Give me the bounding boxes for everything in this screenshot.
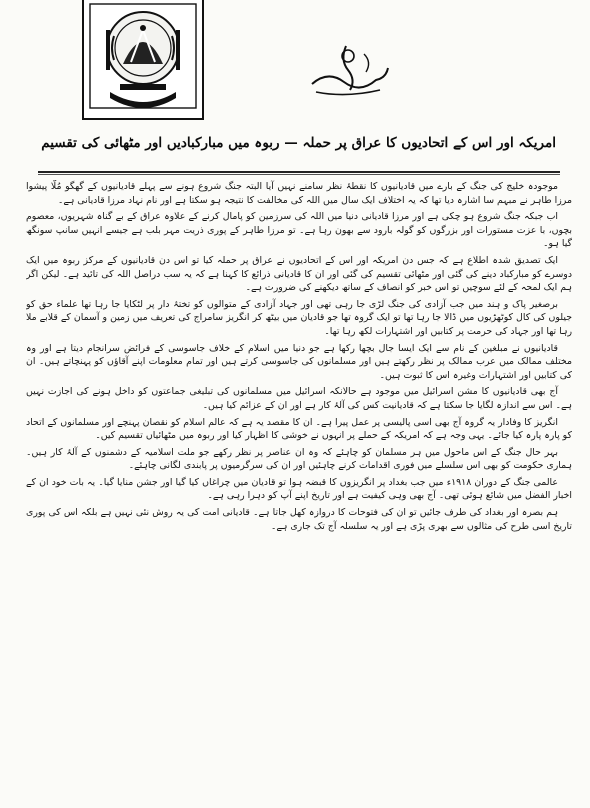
article-paragraph: عالمی جنگ کے دوران ۱۹۱۸ء میں جب بغداد پر انگریزوں کا قبضہ ہوا تو قادیان میں چراغاں کیا گیا اور جشن منایا گیا۔ یہ بات خود ان کے اخبار الفضل میں شائع ہوئی تھی۔ آج بھی وہی کیفیت ہے اور تاریخ اپنے آپ کو دہرا رہی ہے۔ bbox=[26, 476, 572, 502]
headline: امریکہ اور اس کے اتحادیوں کا عراق پر حملہ — ربوہ میں مبارکبادیں اور مٹھائی کی تقسیم bbox=[41, 135, 556, 151]
headline-box bbox=[40, 120, 556, 172]
emblem-seal-icon bbox=[84, 0, 202, 118]
article-paragraph: برصغیر پاک و ہند میں جب آزادی کی جنگ لڑی جا رہی تھی اور جہاد آزادی کے متوالوں کو تختۂ دار پر لٹکایا جا رہا تھا علماء حق کو جیلوں کی کال کوٹھڑیوں میں ڈالا جا رہا تھا تو ایک گروہ تھا جو قادیان میں بیٹھ کر انگریز سامراج کی تعریف میں زمین و آسمان کے قلابے ملا رہا تھا اور جہاد کی حرمت پر کتابیں اور اشتہارات لکھ رہا تھا۔ bbox=[26, 298, 572, 337]
headline-divider-thin bbox=[38, 174, 560, 175]
article-paragraph: ہم بصرہ اور بغداد کی طرف جائیں تو ان کی فتوحات کا دروازہ کھل جاتا ہے۔ قادیانی امت کی یہ روش نئی نہیں ہے بلکہ اس کی پوری تاریخ اسی طرح کی مثالوں سے بھری پڑی ہے اور یہ سلسلہ آج تک جاری ہے۔ bbox=[26, 507, 572, 532]
article-paragraph: موجودہ خلیج کی جنگ کے بارے میں قادیانیوں کا نقطۂ نظر سامنے نہیں آیا البتہ جنگ شروع ہونے سے پہلے قادیانیوں کے گھگو مُلّا پیشوا مرزا طاہر نے مبہم سا اشارہ دیا تھا کہ یہ اختلاف ایک سال میں اللہ کی مخالفت کا نتیجہ ہو سکتا ہے اور نام نہاد مرزا قادیانی ہے۔ bbox=[26, 181, 572, 206]
article-paragraph: انگریز کا وفادار یہ گروہ آج بھی اسی پالیسی پر عمل پیرا ہے۔ ان کا مقصد یہ ہے کہ عالم اسلام کو نقصان پہنچے اور مسلمانوں کے اتحاد کو پارہ پارہ کیا جائے۔ یہی وجہ ہے کہ امریکہ کے حملے پر انہوں نے خوشی کا اظہار کیا اور ربوہ میں مٹھائیاں تقسیم کیں۔ bbox=[26, 416, 572, 442]
calligraphy-emblem-icon bbox=[306, 40, 392, 100]
article-paragraph: قادیانیوں نے مبلغین کے نام سے ایک ایسا جال بچھا رکھا ہے جو دنیا میں اسلام کے خلاف جاسوسی کے فرائض سرانجام دیتا ہے اور وہ مختلف ممالک میں عرب ممالک پر نظر رکھتے ہیں اور مسلمانوں کی جاسوسی کرتے ہیں اور تمام معلومات اپنے آقاؤں کو پہنچاتے ہیں۔ ان کی کتابیں اور اشتہارات وغیرہ اس کا ثبوت ہیں۔ bbox=[26, 342, 572, 381]
article-body bbox=[26, 180, 572, 804]
article-paragraph: اب جبکہ جنگ شروع ہو چکی ہے اور مرزا قادیانی دنیا میں اللہ کی سرزمین کو پامال کرنے کے علاوہ عراق کے بے گناہ شہریوں، معصوم بچوں، با عزت مستورات اور بزرگوں کو گولہ بارود سے بھون رہا ہے۔ تو مرزا طاہر کے پوری ذریت مہر بلب ہے جیسے انہیں سانپ سونگھ گیا ہو۔ bbox=[26, 211, 572, 250]
article-paragraph: آج بھی قادیانیوں کا مشن اسرائیل میں موجود ہے حالانکہ اسرائیل میں مسلمانوں کی تبلیغی جماعتوں کو داخل ہونے کی اجازت نہیں ہے۔ اس سے اندازہ لگایا جا سکتا ہے کہ قادیانیت کس کی آلۂ کار ہے اور ان کے عزائم کیا ہیں۔ bbox=[26, 386, 572, 411]
organization-emblem bbox=[82, 0, 204, 120]
article-paragraph: ایک تصدیق شدہ اطلاع ہے کہ جس دن امریکہ اور اس کے اتحادیوں نے عراق پر حملہ کیا تو اس دن قادیانیوں کے مرکز ربوہ میں ایک دوسرے کو مبارکباد دینے کی گئی اور مٹھائی تقسیم کی گئی اور ان کا قادیانی ذرائع کا کہنا ہے کہ یہ سب دراصل اللہ کی تائید ہے۔ لیکن اگر ہم ایک لمحہ کے لئے سوچیں تو اس خبر کو انصاف کے ساتھ دیکھنے کی ضرورت ہے۔ bbox=[26, 254, 572, 294]
article-paragraph: بہر حال جنگ کے اس ماحول میں ہر مسلمان کو چاہئے کہ وہ ان عناصر پر نظر رکھے جو ملت اسلامیہ کے دشمنوں کے آلۂ کار ہیں۔ ہماری حکومت کو بھی اس سلسلے میں فوری اقدامات کرنے چاہئیں اور ان کی سرگرمیوں پر پابندی لگانی چاہئے۔ bbox=[26, 446, 572, 472]
headline-divider bbox=[38, 171, 560, 173]
